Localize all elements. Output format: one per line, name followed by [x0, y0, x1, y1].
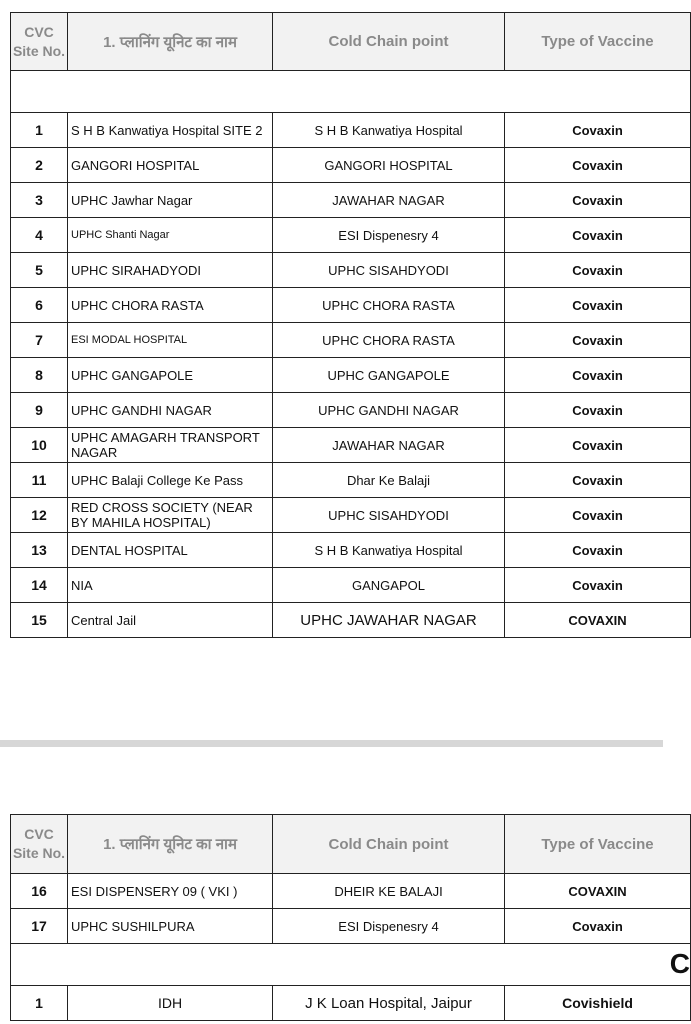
header-row [11, 815, 691, 874]
unit-name-cell: UPHC SIRAHADYODI [68, 253, 273, 288]
table-row [11, 909, 691, 944]
table-row [11, 428, 691, 463]
site-no-cell: 13 [11, 533, 68, 568]
cold-chain-cell: UPHC JAWAHAR NAGAR [273, 603, 505, 638]
table-row [11, 603, 691, 638]
header-vaccine-type: Type of Vaccine [505, 815, 691, 874]
cold-chain-cell: DHEIR KE BALAJI [273, 874, 505, 909]
vaccine-type-cell: Covaxin [505, 183, 691, 218]
table-row [11, 393, 691, 428]
site-no-cell: 4 [11, 218, 68, 253]
vaccine-type-cell: COVAXIN [505, 874, 691, 909]
unit-name-cell: GANGORI HOSPITAL [68, 148, 273, 183]
site-no-cell: 2 [11, 148, 68, 183]
cold-chain-cell: JAWAHAR NAGAR [273, 428, 505, 463]
vaccine-type-cell: Covaxin [505, 533, 691, 568]
unit-name-cell: UPHC GANGAPOLE [68, 358, 273, 393]
header-site-no: CVC Site No. [11, 815, 68, 874]
site-no-cell: 8 [11, 358, 68, 393]
site-no-cell: 12 [11, 498, 68, 533]
cold-chain-cell: UPHC GANGAPOLE [273, 358, 505, 393]
unit-name-cell: NIA [68, 568, 273, 603]
cold-chain-cell: JAWAHAR NAGAR [273, 183, 505, 218]
vaccine-type-cell: Covaxin [505, 358, 691, 393]
vaccine-type-cell: Covaxin [505, 113, 691, 148]
table-row [11, 498, 691, 533]
vaccine-type-cell: Covaxin [505, 428, 691, 463]
cold-chain-cell: ESI Dispenesry 4 [273, 909, 505, 944]
table-row [11, 218, 691, 253]
site-no-cell: 16 [11, 874, 68, 909]
table-row [11, 568, 691, 603]
vaccine-type-cell: Covaxin [505, 288, 691, 323]
cold-chain-cell: UPHC CHORA RASTA [273, 323, 505, 358]
site-no-cell: 15 [11, 603, 68, 638]
site-no-cell: 17 [11, 909, 68, 944]
site-no-cell: 1 [11, 986, 68, 1021]
table-row [11, 113, 691, 148]
cold-chain-cell: UPHC GANDHI NAGAR [273, 393, 505, 428]
page-divider [0, 740, 663, 747]
site-no-cell: 5 [11, 253, 68, 288]
unit-name-cell: UPHC CHORA RASTA [68, 288, 273, 323]
section-letter: C [669, 948, 690, 979]
header-cold-chain: Cold Chain point [273, 13, 505, 71]
unit-name-cell: UPHC Balaji College Ke Pass [68, 463, 273, 498]
cold-chain-cell: S H B Kanwatiya Hospital [273, 533, 505, 568]
cold-chain-cell: GANGORI HOSPITAL [273, 148, 505, 183]
vaccine-type-cell: COVAXIN [505, 603, 691, 638]
site-no-cell: 14 [11, 568, 68, 603]
cold-chain-cell: J K Loan Hospital, Jaipur [273, 986, 505, 1021]
cold-chain-cell: GANGAPOL [273, 568, 505, 603]
table-row [11, 533, 691, 568]
cold-chain-cell: ESI Dispenesry 4 [273, 218, 505, 253]
vaccination-sites-table-2 [10, 814, 691, 1021]
vaccination-sites-table-1 [10, 12, 691, 638]
vaccine-type-cell: Covaxin [505, 498, 691, 533]
unit-name-cell: RED CROSS SOCIETY (NEAR BY MAHILA HOSPITAL) [68, 498, 273, 533]
unit-name-cell: ESI MODAL HOSPITAL [68, 323, 273, 358]
header-site-no: CVC Site No. [11, 13, 68, 71]
header-vaccine-type: Type of Vaccine [505, 13, 691, 71]
unit-name-cell: IDH [68, 986, 273, 1021]
site-no-cell: 11 [11, 463, 68, 498]
table-1-body [11, 113, 691, 638]
header-unit-name: 1. प्लानिंग यूनिट का नाम [68, 13, 273, 71]
cold-chain-cell: Dhar Ke Balaji [273, 463, 505, 498]
unit-name-cell: UPHC GANDHI NAGAR [68, 393, 273, 428]
unit-name-cell: DENTAL HOSPITAL [68, 533, 273, 568]
table-row [11, 253, 691, 288]
table-row [11, 986, 691, 1021]
header-cold-chain: Cold Chain point [273, 815, 505, 874]
vaccine-type-cell: Covaxin [505, 463, 691, 498]
table-row [11, 183, 691, 218]
unit-name-cell: UPHC AMAGARH TRANSPORT NAGAR [68, 428, 273, 463]
header-unit-name: 1. प्लानिंग यूनिट का नाम [68, 815, 273, 874]
site-no-cell: 7 [11, 323, 68, 358]
table-2-body [11, 874, 691, 944]
vaccine-type-cell: Covaxin [505, 323, 691, 358]
site-no-cell: 1 [11, 113, 68, 148]
table-row [11, 148, 691, 183]
unit-name-cell: ESI DISPENSERY 09 ( VKI ) [68, 874, 273, 909]
cold-chain-cell: UPHC SISAHDYODI [273, 253, 505, 288]
cold-chain-cell: UPHC CHORA RASTA [273, 288, 505, 323]
vaccine-type-cell: Covaxin [505, 253, 691, 288]
table-row [11, 288, 691, 323]
site-no-cell: 3 [11, 183, 68, 218]
unit-name-cell: UPHC Jawhar Nagar [68, 183, 273, 218]
header-row [11, 13, 691, 71]
vaccine-type-cell: Covaxin [505, 568, 691, 603]
vaccine-type-cell: Covaxin [505, 148, 691, 183]
site-no-cell: 6 [11, 288, 68, 323]
unit-name-cell: Central Jail [68, 603, 273, 638]
table-row [11, 463, 691, 498]
table-row [11, 358, 691, 393]
section-row [11, 944, 691, 986]
cold-chain-cell: UPHC SISAHDYODI [273, 498, 505, 533]
vaccine-type-cell: Covaxin [505, 218, 691, 253]
blank-row [11, 71, 691, 113]
site-no-cell: 9 [11, 393, 68, 428]
vaccine-type-cell: Covaxin [505, 909, 691, 944]
table-row [11, 323, 691, 358]
unit-name-cell: S H B Kanwatiya Hospital SITE 2 [68, 113, 273, 148]
site-no-cell: 10 [11, 428, 68, 463]
unit-name-cell: UPHC Shanti Nagar [68, 218, 273, 253]
unit-name-cell: UPHC SUSHILPURA [68, 909, 273, 944]
vaccine-type-cell: Covaxin [505, 393, 691, 428]
table-row [11, 874, 691, 909]
vaccine-type-cell: Covishield [505, 986, 691, 1021]
cold-chain-cell: S H B Kanwatiya Hospital [273, 113, 505, 148]
